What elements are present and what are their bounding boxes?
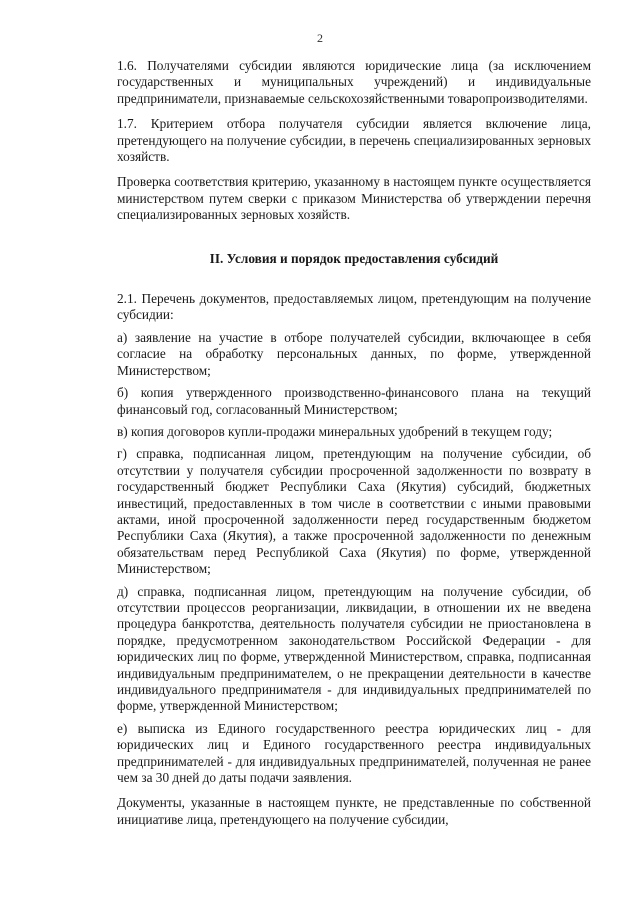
page-number: 2 [317, 31, 323, 45]
document-body [117, 58, 591, 828]
paragraph-2-1: 2.1. Перечень документов, предоставляемых лицом, претендующим на получение субсидии: [117, 291, 591, 323]
paragraph-item-v: в) копия договоров купли-продажи минеральных удобрений в текущем году; [117, 423, 553, 439]
section-title: II. Условия и порядок предоставления субсидий [209, 250, 499, 266]
paragraph-item-d: д) справка, подписанная лицом, претендующим на получение субсидии, об отсутствии процессов реорганизации, ликвидации, в отношении их не введена процедура банкротства, деятельность получателя субсидии не приостановлена в порядке, предусмотренном законодательством Российской Федерации - для юридических лиц по форме, утвержденной Министерством, справка, подписанная индивидуальным предпринимателем, о не прекращении деятельности в качестве индивидуального предпринимателя - для индивидуальных предпринимателей по форме, утвержденной Министерством; [117, 583, 591, 714]
paragraph-item-a: а) заявление на участие в отборе получателей субсидии, включающее в себя согласие на обработку персональных данных, по форме, утвержденной Министерством; [117, 329, 591, 378]
paragraph-item-g: г) справка, подписанная лицом, претендующим на получение субсидии, об отсутствии у получателя субсидии просроченной задолженности по возврату в государственный бюджет Республики Саха (Якутия) субсидий, бюджетных инвестиций, предоставленных в том числе в соответствии с иными правовыми актами, иной просроченной задолженности перед государственным бюджетом Республики Саха (Якутия), а также просроченной задолженности по денежным обязательствам перед Республикой Саха (Якутия) по форме, утвержденной Министерством; [117, 446, 591, 577]
paragraph-verification: Проверка соответствия критерию, указанному в настоящем пункте осуществляется министерством путем сверки с приказом Министерства об утверждении перечня специализированных зерновых хозяйств. [117, 174, 591, 223]
paragraph-documents: Документы, указанные в настоящем пункте, не представленные по собственной инициативе лица, претендующего на получение субсидии, [117, 795, 591, 827]
paragraph-item-b: б) копия утвержденного производственно-финансового плана на текущий финансовый год, согласованный Министерством; [117, 385, 591, 417]
paragraph-1-7: 1.7. Критерием отбора получателя субсидии является включение лица, претендующего на получение субсидии, в перечень специализированных зерновых хозяйств. [117, 116, 591, 165]
paragraph-1-6: 1.6. Получателями субсидии являются юридические лица (за исключением государственных и муниципальных учреждений) и индивидуальные предприниматели, признаваемые сельскохозяйственными товаропроизводителями. [117, 58, 591, 106]
paragraph-item-e: е) выписка из Единого государственного реестра юридических лиц - для юридических лиц и Единого государственного реестра индивидуальных предпринимателей - для индивидуальных предпринимателей, полученная не ранее чем за 30 дней до даты подачи заявления. [117, 720, 591, 786]
